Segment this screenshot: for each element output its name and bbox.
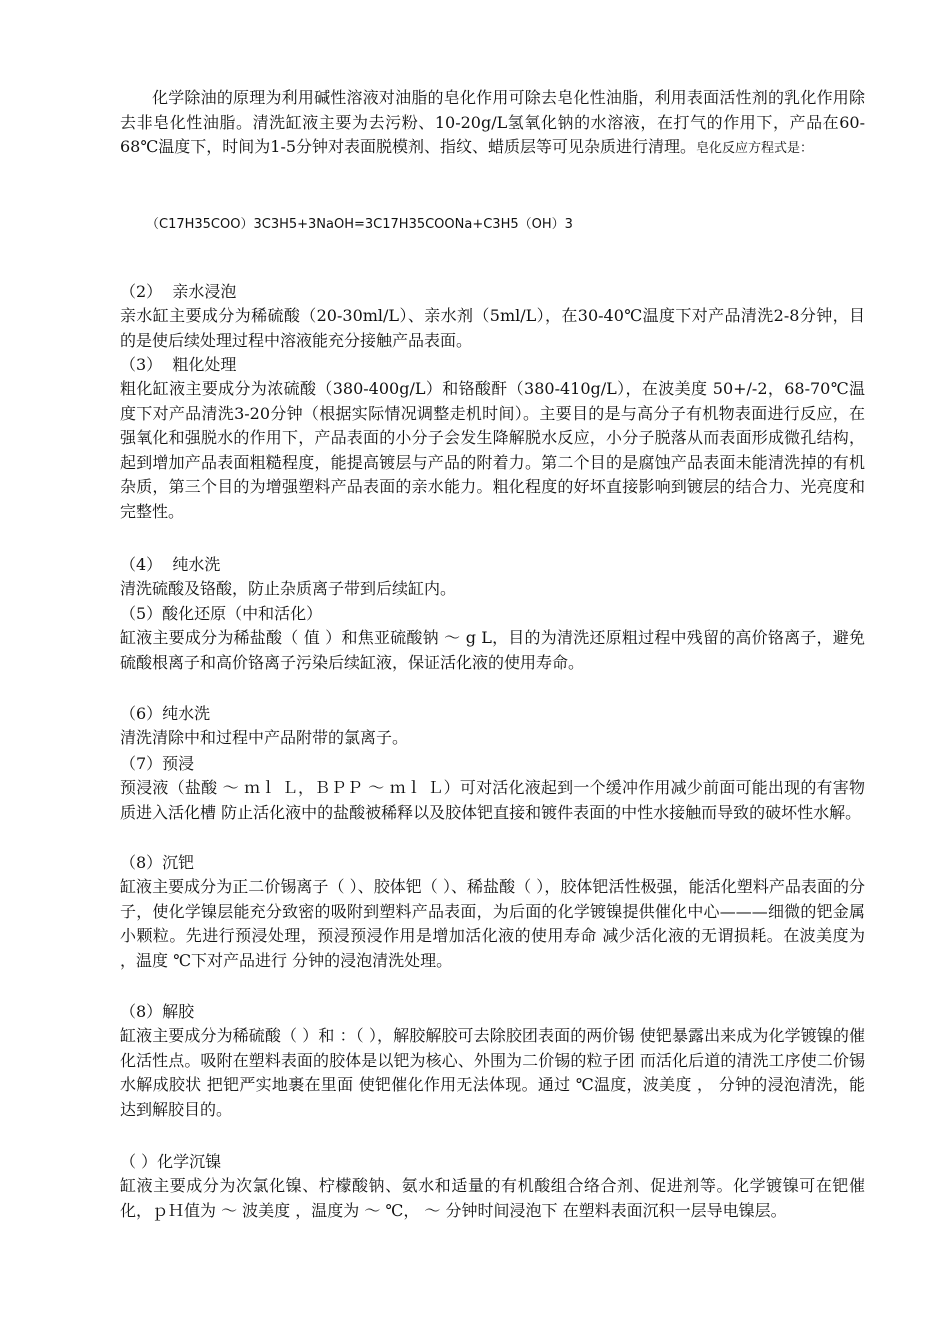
section-body-pure-water-1: 清洗硫酸及铬酸，防止杂质离子带到后续缸内。 <box>120 579 457 598</box>
section-body-nickel: 缸液主要成分为次氯化镍、柠檬酸钠、氨水和适量的有机酸组合络合剂、促进剂等。化学镀镍可在钯催化，ｐＨ值为 ～ 波美度 ，温度为 ～ ℃， ～ 分钟时间浸泡下 在塑料表面沉积一层导电镍层。 <box>120 1176 865 1220</box>
intro-tail: 皂化反应方程式是： <box>696 141 814 157</box>
section-body-etching: 粗化缸液主要成分为浓硫酸（380-400g/L）和铬酸酐（380-410g/L），在波美度 50+/-2，68-70℃温度下对产品清洗3-20分钟（根据实际情况调整走机时间）。主要目的是与高分子有机物表面进行反应，在强氧化和强脱水的作用下，产品表面的小分子会发生降解脱水反应，小分子脱落从而表面形成微孔结构，起到增加产品表面粗糙程度，能提高镀层与产品的附着力。第二个目的是腐蚀产品表面未能清洗掉的有机杂质，第三个目的为增强塑料产品表面的亲水能力。粗化程度的好坏直接影响到镀层的结合力、光亮度和完整性。 <box>120 379 865 521</box>
section-heading-palladium: （8）沉钯 <box>120 853 195 872</box>
saponification-formula: （C17H35COO）3C3H5+3NaOH=3C17H35COONa+C3H5（OH）3 <box>146 217 573 232</box>
section-body-predip: 预浸液（盐酸 ～ ｍｌ Ｌ，ＢＰＰ ～ ｍｌ Ｌ）可对活化液起到一个缓冲作用减少前面可能出现的有害物质进入活化槽 防止活化液中的盐酸被稀释以及胶体钯直接和镀件表面的中性水接触而导致的破坏性水解。 <box>120 778 865 822</box>
section-body-neutralize: 缸液主要成分为稀盐酸（ 值 ）和焦亚硫酸钠 ～ g L，目的为清洗还原粗过程中残留的高价铬离子，避免硫酸根离子和高价铬离子污染后续缸液，保证活化液的使用寿命。 <box>120 628 865 672</box>
section-body-hydrophilic: 亲水缸主要成分为稀硫酸（20-30ml/L）、亲水剂（5ml/L），在30-40℃温度下对产品清洗2-8分钟，目的是使后续处理过程中溶液能充分接触产品表面。 <box>120 306 865 350</box>
section-heading-nickel: （ ）化学沉镍 <box>120 1152 222 1171</box>
section-heading-etching: （3） 粗化处理 <box>120 355 237 374</box>
section-heading-hydrophilic: （2） 亲水浸泡 <box>120 282 237 301</box>
section-heading-degel: （8）解胶 <box>120 1002 195 1021</box>
intro-paragraph <box>120 86 865 162</box>
section-heading-predip: （7）预浸 <box>120 754 195 773</box>
section-body-degel: 缸液主要成分为稀硫酸（ ）和 ：（ ），解胶解胶可去除胶团表面的两价锡 使钯暴露出来成为化学镀镍的催化活性点。吸附在塑料表面的胶体是以钯为核心、外围为二价锡的粒子团 而活化后道的清洗工序使二价锡水解成胶状 把钯严实地裹在里面 使钯催化作用无法体现。通过 ℃温度，波美度 ， 分钟的浸泡清洗，能达到解胶目的。 <box>120 1026 865 1119</box>
section-heading-neutralize: （5）酸化还原（中和活化） <box>120 604 323 623</box>
section-heading-pure-water-1: （4） 纯水洗 <box>120 555 221 574</box>
section-body-pure-water-2: 清洗清除中和过程中产品附带的氯离子。 <box>120 728 409 747</box>
section-body-palladium: 缸液主要成分为正二价锡离子（ ）、胶体钯（ ）、稀盐酸（ ），胶体钯活性极强，能活化塑料产品表面的分子，使化学镍层能充分致密的吸附到塑料产品表面，为后面的化学镀镍提供催化中心———细微的钯金属小颗粒。先进行预浸处理，预浸预浸作用是增加活化液的使用寿命 减少活化液的无谓损耗。在波美度为 ，温度 ℃下对产品进行 分钟的浸泡清洗处理。 <box>120 877 865 970</box>
section-heading-pure-water-2: （6）纯水洗 <box>120 704 211 723</box>
intro-text: 化学除油的原理为利用碱性溶液对油脂的皂化作用可除去皂化性油脂，利用表面活性剂的乳化作用除去非皂化性油脂。清洗缸液主要为去污粉、10-20g/L氢氧化钠的水溶液，在打气的作用下，产品在60-68℃温度下，时间为1-5分钟对表面脱模剂、指纹、蜡质层等可见杂质进行清理。 <box>120 88 865 157</box>
